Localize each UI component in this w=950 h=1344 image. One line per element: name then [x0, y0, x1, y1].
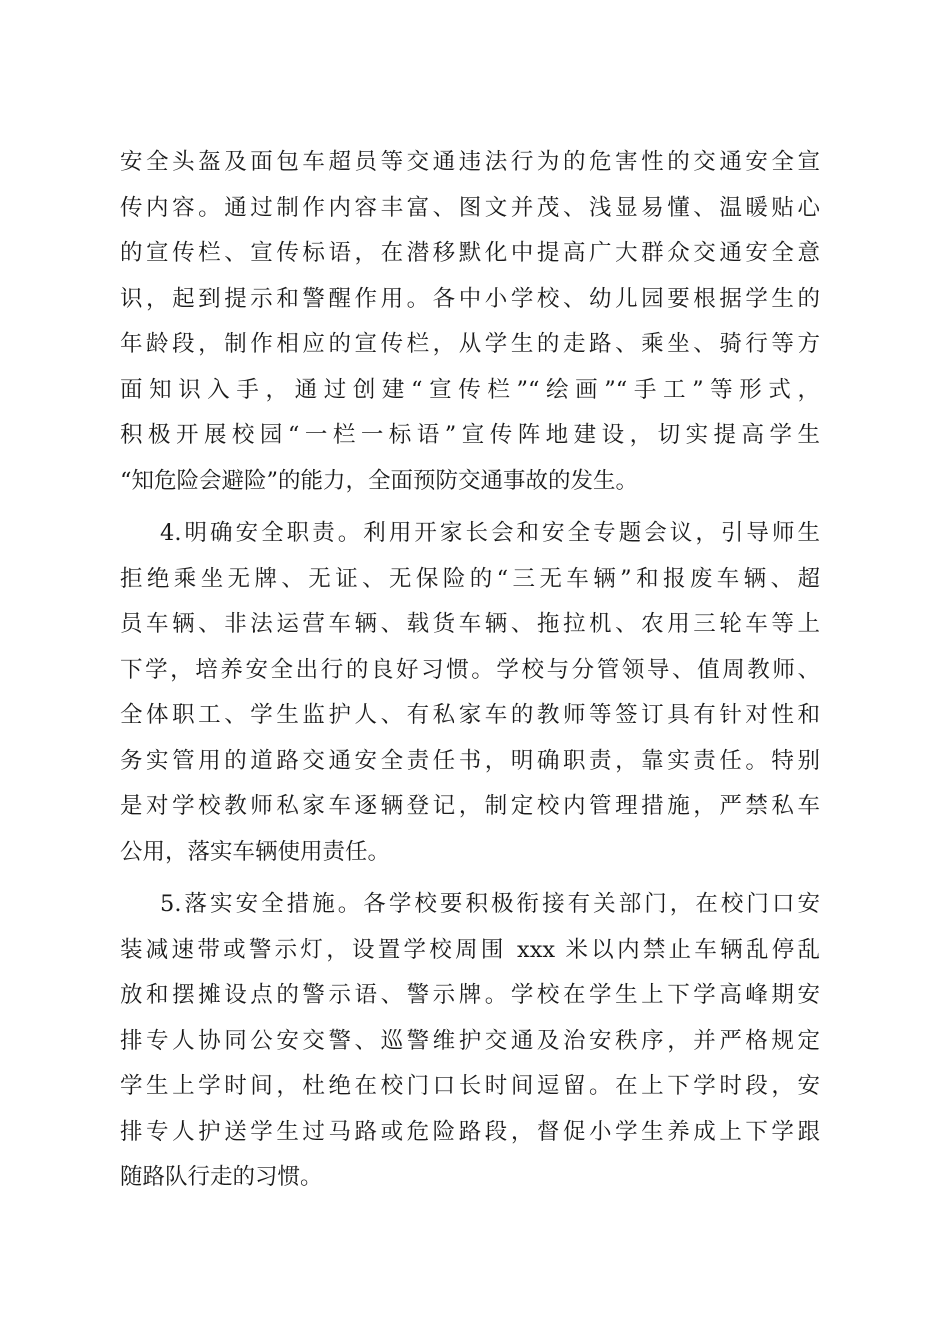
paragraph-heading-line: 4.明确安全职责。利用开家长会和安全专题会议，引导师生 [160, 520, 820, 546]
text-line: 拒绝乘坐无牌、无证、无保险的“三无车辆”和报废车辆、超 [120, 565, 820, 592]
text-line: 员车辆、非法运营车辆、载货车辆、拖拉机、农用三轮车等上 [120, 611, 820, 637]
text-line: 排专人协同公安交警、巡警维护交通及治安秩序，并严格规定 [120, 1027, 820, 1054]
text-line: 装减速带或警示灯，设置学校周围 xxx 米以内禁止车辆乱停乱 [120, 936, 820, 963]
text-line: 面知识入手，通过创建“宣传栏”“绘画”“手工”等形式， [120, 376, 820, 403]
text-line: 积极开展校园“一栏一标语”宣传阵地建设，切实提高学生 [120, 422, 820, 448]
text-line: 全体职工、学生监护人、有私家车的教师等签订具有针对性和 [120, 702, 820, 728]
text-line: 安全头盔及面包车超员等交通违法行为的危害性的交通安全宣 [120, 149, 820, 175]
text-line: 随路队行走的习惯。 [120, 1164, 323, 1190]
text-line: 排专人护送学生过马路或危险路段，督促小学生养成上下学跟 [120, 1118, 820, 1145]
text-line: 年龄段，制作相应的宣传栏，从学生的走路、乘坐、骑行等方 [120, 331, 820, 357]
paragraph-heading-line: 5.落实安全措施。各学校要积极衔接有关部门，在校门口安 [160, 891, 820, 917]
text-line: 学生上学时间，杜绝在校门口长时间逗留。在上下学时段，安 [120, 1073, 820, 1099]
text-line: 公用，落实车辆使用责任。 [120, 838, 391, 865]
text-line: “知危险会避险”的能力，全面预防交通事故的发生。 [120, 467, 639, 494]
text-line: 务实管用的道路交通安全责任书，明确职责，靠实责任。特别 [120, 747, 820, 774]
text-line: 的宣传栏、宣传标语，在潜移默化中提高广大群众交通安全意 [120, 240, 820, 266]
text-line: 放和摆摊设点的警示语、警示牌。学校在学生上下学高峰期安 [120, 982, 820, 1008]
text-line: 是对学校教师私家车逐辆登记，制定校内管理措施，严禁私车 [120, 793, 820, 819]
text-line: 下学，培养安全出行的良好习惯。学校与分管领导、值周教师、 [120, 656, 820, 683]
document-body [120, 140, 820, 1201]
text-line: 传内容。通过制作内容丰富、图文并茂、浅显易懂、温暖贴心 [120, 194, 820, 221]
text-line: 识，起到提示和警醒作用。各中小学校、幼儿园要根据学生的 [120, 285, 820, 312]
